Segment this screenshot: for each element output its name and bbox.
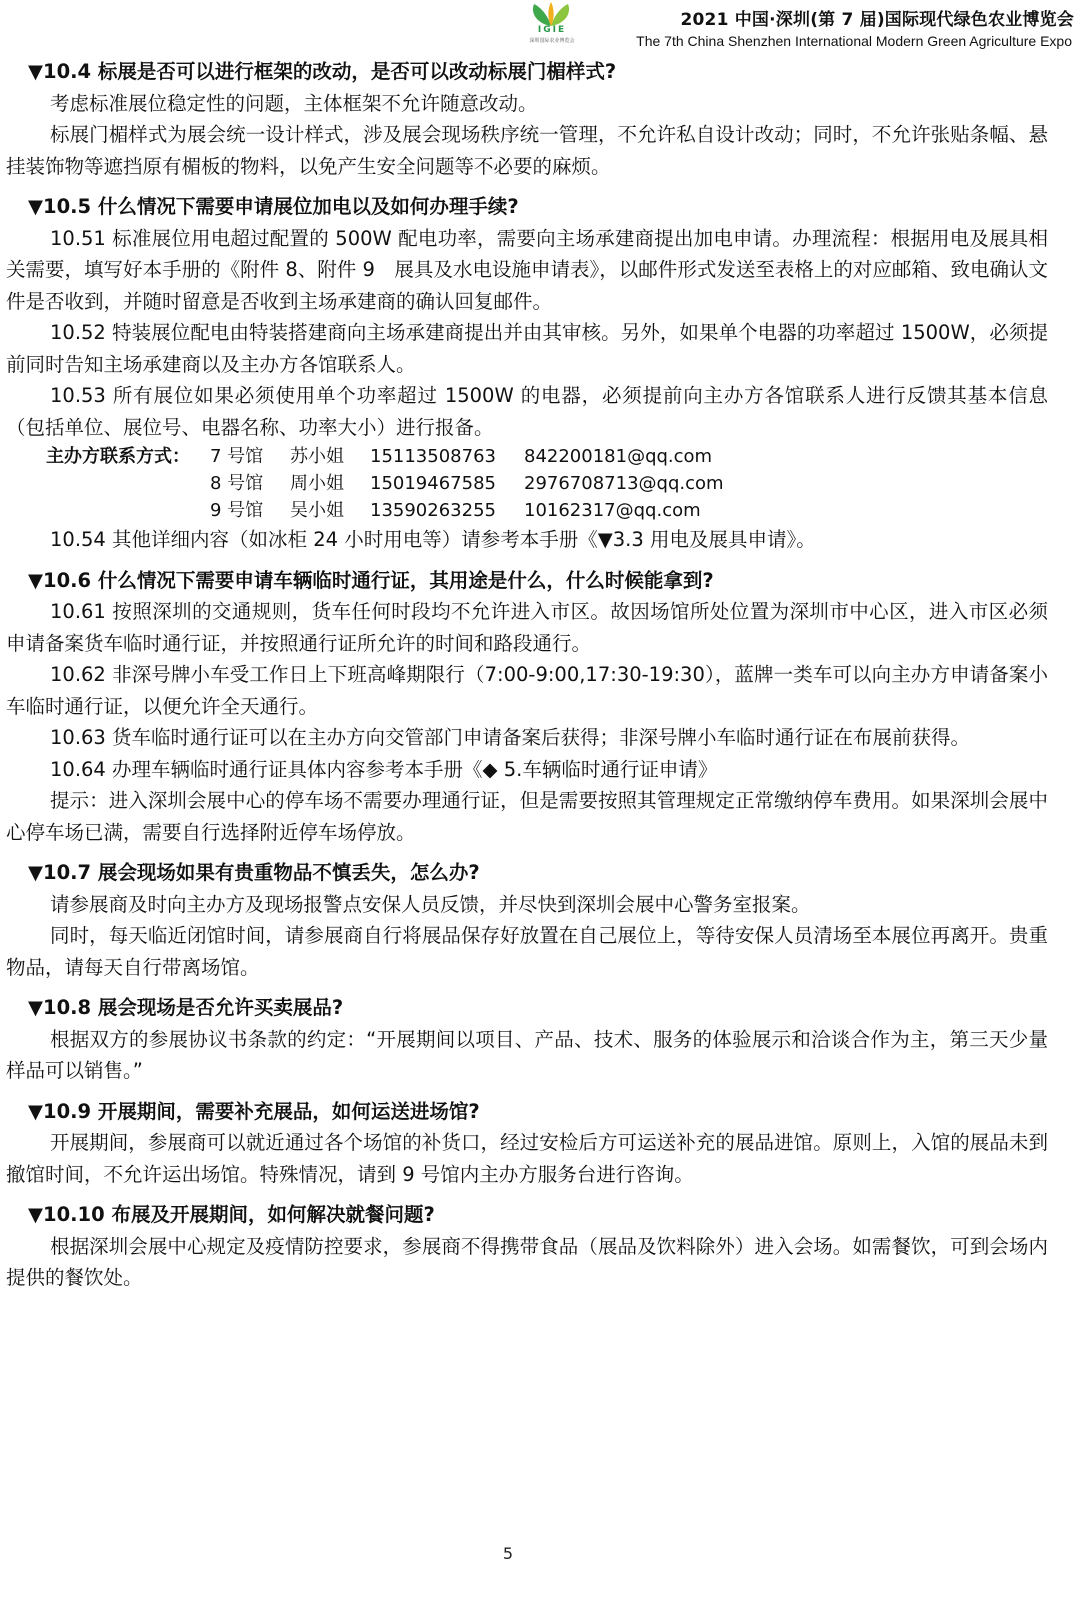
- question-10-10: ▼10.10 布展及开展期间，如何解决就餐问题?: [28, 1203, 435, 1226]
- paragraph: 10.54 其他详细内容（如冰柜 24 小时用电等）请参考本手册《▼3.3 用电及展具申请》。: [50, 528, 816, 551]
- contact-email: 10162317@qq.com: [524, 500, 701, 521]
- page-header: [0, 0, 1080, 52]
- paragraph: 10.61 按照深圳的交通规则，货车任何时段均不允许进入市区。故因场馆所处位置为深圳市中心区，进入市区必须申请备案货车临时通行证，并按照通行证所允许的时间和路段通行。: [6, 600, 1048, 655]
- question-10-5: ▼10.5 什么情况下需要申请展位加电以及如何办理手续?: [28, 195, 519, 218]
- contact-hall: 9 号馆: [210, 500, 264, 521]
- logo-subtext: 深圳国际农业博览会: [529, 38, 575, 44]
- paragraph: 根据深圳会展中心规定及疫情防控要求，参展商不得携带食品（展品及饮料除外）进入会场。如需餐饮，可到会场内提供的餐饮处。: [6, 1234, 1048, 1289]
- question-10-6: ▼10.6 什么情况下需要申请车辆临时通行证，其用途是什么，什么时候能拿到?: [28, 568, 714, 592]
- paragraph: 10.63 货车临时通行证可以在主办方向交管部门申请备案后获得；非深号牌小车临时通行证在布展前获得。: [50, 726, 971, 749]
- contact-name: 吴小姐: [290, 500, 344, 521]
- paragraph: 提示：进入深圳会展中心的停车场不需要办理通行证，但是需要按照其管理规定正常缴纳停车费用。如果深圳会展中心停车场已满，需要自行选择附近停车场停放。: [6, 789, 1048, 844]
- paragraph: 考虑标准展位稳定性的问题，主体框架不允许随意改动。: [50, 91, 538, 115]
- contact-email: 842200181@qq.com: [524, 446, 713, 467]
- paragraph: 10.64 办理车辆临时通行证具体内容参考本手册《◆ 5.车辆临时通行证申请》: [50, 757, 718, 781]
- paragraph: 请参展商及时向主办方及现场报警点安保人员反馈，并尽快到深圳会展中心警务室报案。: [50, 892, 811, 916]
- logo-text: IGIE: [537, 25, 567, 35]
- contact-row: [6, 470, 1048, 497]
- paragraph: 10.62 非深号牌小车受工作日上下班高峰期限行（7:00-9:00,17:30-19:30），蓝牌一类车可以向主办方申请备案小车临时通行证，以便允许全天通行。: [6, 663, 1048, 718]
- page-number: 5: [502, 1544, 514, 1563]
- paragraph: 10.52 特装展位配电由特装搭建商向主场承建商提出并由其审核。另外，如果单个电器的功率超过 1500W，必须提前同时告知主场承建商以及主办方各馆联系人。: [6, 321, 1048, 376]
- paragraph: 10.53 所有展位如果必须使用单个功率超过 1500W 的电器，必须提前向主办方各馆联系人进行反馈其基本信息（包括单位、展位号、电器名称、功率大小）进行报备。: [6, 384, 1048, 439]
- contact-label: 主办方联系方式：: [46, 446, 190, 467]
- paragraph: 根据双方的参展协议书条款的约定：“开展期间以项目、产品、技术、服务的体验展示和洽谈合作为主，第三天少量样品可以销售。”: [6, 1027, 1048, 1082]
- contact-email: 2976708713@qq.com: [524, 473, 724, 494]
- contact-hall: 7 号馆: [210, 446, 264, 467]
- contact-hall: 8 号馆: [210, 473, 264, 494]
- paragraph: 标展门楣样式为展会统一设计样式，涉及展会现场秩序统一管理，不允许私自设计改动；同时，不允许张贴条幅、悬挂装饰物等遮挡原有楣板的物料，以免产生安全问题等不必要的麻烦。: [6, 123, 1048, 178]
- organizer-contacts: [6, 443, 1048, 524]
- contact-row: [6, 443, 1048, 470]
- paragraph: 同时，每天临近闭馆时间，请参展商自行将展品保存好放置在自己展位上，等待安保人员清场至本展位再离开。贵重物品，请每天自行带离场馆。: [6, 924, 1048, 979]
- header-title-cn: 2021 中国·深圳(第 7 届)国际现代绿色农业博览会: [680, 10, 1074, 30]
- contact-phone: 13590263255: [370, 500, 496, 521]
- contact-phone: 15113508763: [370, 446, 496, 467]
- contact-name: 周小姐: [290, 473, 344, 494]
- header-title-en: The 7th China Shenzhen International Modern Green Agriculture Expo: [636, 33, 1072, 49]
- question-10-8: ▼10.8 展会现场是否允许买卖展品?: [28, 996, 344, 1019]
- contact-phone: 15019467585: [370, 473, 496, 494]
- document-body: [6, 56, 1048, 1294]
- question-10-7: ▼10.7 展会现场如果有贵重物品不慎丢失，怎么办?: [28, 861, 480, 884]
- paragraph: 开展期间，参展商可以就近通过各个场馆的补货口，经过安检后方可运送补充的展品进馆。原则上，入馆的展品未到撤馆时间，不允许运出场馆。特殊情况，请到 9 号馆内主办方服务台进行咨询。: [6, 1131, 1048, 1186]
- paragraph: 10.51 标准展位用电超过配置的 500W 配电功率，需要向主场承建商提出加电申请。办理流程：根据用电及展具相关需要，填写好本手册的《附件 8、附件 9 展具及水电设施申请表》，以邮件形式发送至表格上的对应邮箱、致电确认文件是否收到，并随时留意是否收到主场承建商的确认回复邮件。: [6, 226, 1048, 313]
- contact-row: [6, 497, 1048, 524]
- question-10-9: ▼10.9 开展期间，需要补充展品，如何运送进场馆?: [28, 1099, 480, 1123]
- contact-name: 苏小姐: [290, 446, 344, 467]
- question-10-4: ▼10.4 标展是否可以进行框架的改动，是否可以改动标展门楣样式?: [28, 60, 617, 83]
